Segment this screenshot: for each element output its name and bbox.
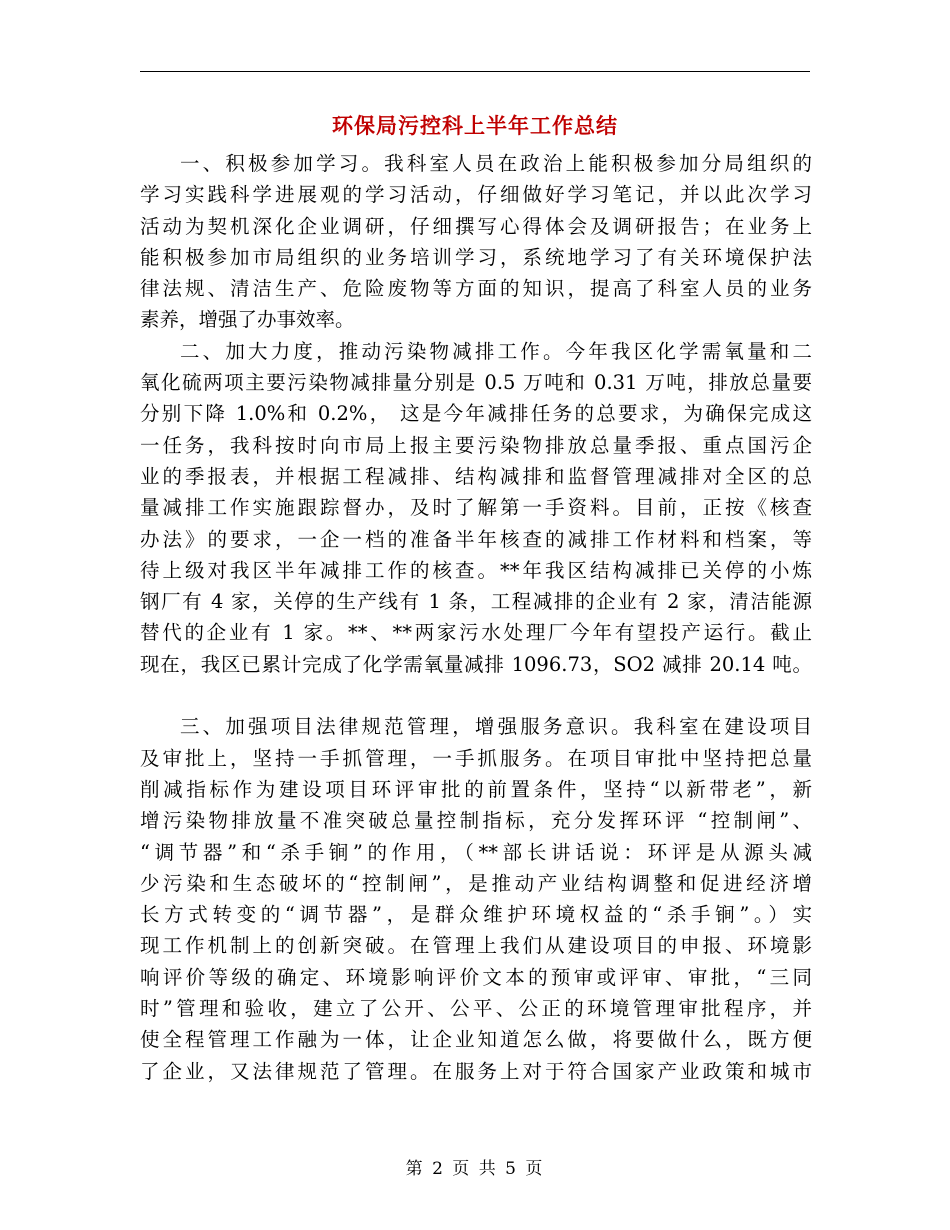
text-line: 业的季报表，并根据工程减排、结构减排和监督管理减排对全区的总 — [140, 464, 812, 488]
text-line: 响评价等级的确定、环境影响评价文本的预审或评审、审批，“三同 — [140, 965, 812, 989]
text-line: 时”管理和验收，建立了公开、公平、公正的环境管理审批程序，并 — [140, 997, 812, 1021]
text-line: 一、积极参加学习。我科室人员在政治上能积极参加分局组织的 — [180, 152, 812, 175]
text-line: 学习实践科学进展观的学习活动，仔细做好学习笔记，并以此次学习 — [140, 183, 812, 207]
text-line: 了企业，又法律规范了管理。在服务上对于符合国家产业政策和城市 — [140, 1059, 812, 1083]
text-line: 素养，增强了办事效率。 — [140, 308, 355, 332]
text-line: 量减排工作实施跟踪督办，及时了解第一手资料。目前，正按《核查 — [140, 496, 812, 520]
text-line: 少污染和生态破坏的“控制闸”，是推动产业结构调整和促进经济增 — [140, 871, 812, 895]
text-line: 律法规、清洁生产、危险废物等方面的知识，提高了科室人员的业务 — [140, 277, 812, 301]
text-line: 增污染物排放量不准突破总量控制指标，充分发挥环评 “控制闸”、 — [140, 809, 812, 833]
text-line: 二、加大力度，推动污染物减排工作。今年我区化学需氧量和二 — [180, 339, 812, 363]
text-line: 活动为契机深化企业调研，仔细撰写心得体会及调研报告；在业务上 — [140, 214, 812, 238]
text-line: 现在，我区已累计完成了化学需氧量减排 1096.73，SO2 减排 20.14 吨。 — [140, 652, 812, 676]
document-title: 环保局污控科上半年工作总结 — [332, 113, 618, 138]
text-line: 钢厂有 4 家，关停的生产线有 1 条，工程减排的企业有 2 家，清洁能源 — [140, 590, 812, 614]
text-line: 待上级对我区半年减排工作的核查。**年我区结构减排已关停的小炼 — [140, 558, 812, 582]
text-line: 替代的企业有 1 家。**、**两家污水处理厂今年有望投产运行。截止 — [140, 621, 812, 645]
text-line: 分别下降 1.0%和 0.2%， 这是今年减排任务的总要求，为确保完成这 — [140, 402, 812, 426]
text-line: 能积极参加市局组织的业务培训学习，系统地学习了有关环境保护法 — [140, 245, 812, 269]
text-line: “调节器”和“杀手锏”的作用，（**部长讲话说：环评是从源头减 — [140, 840, 812, 864]
document-body — [140, 148, 812, 1087]
page-footer: 第 2 页 共 5 页 — [405, 1159, 545, 1179]
text-line: 及审批上，坚持一手抓管理，一手抓服务。在项目审批中坚持把总量 — [140, 746, 812, 770]
text-line: 现工作机制上的创新突破。在管理上我们从建设项目的申报、环境影 — [140, 934, 812, 958]
text-line: 办法》的要求，一企一档的准备半年核查的减排工作材料和档案，等 — [140, 527, 812, 551]
text-line: 长方式转变的“调节器”，是群众维护环境权益的“杀手锏”。）实 — [140, 903, 812, 927]
text-line: 三、加强项目法律规范管理，增强服务意识。我科室在建设项目 — [180, 715, 812, 739]
text-line: 氧化硫两项主要污染物减排量分别是 0.5 万吨和 0.31 万吨，排放总量要 — [140, 371, 812, 395]
header-rule — [140, 71, 810, 72]
text-line: 一任务，我科按时向市局上报主要污染物排放总量季报、重点国污企 — [140, 433, 812, 457]
paragraph-gap — [140, 680, 812, 711]
text-line: 使全程管理工作融为一体，让企业知道怎么做，将要做什么，既方便 — [140, 1028, 812, 1052]
text-line: 削减指标作为建设项目环评审批的前置条件，坚持“以新带老”，新 — [140, 777, 812, 801]
